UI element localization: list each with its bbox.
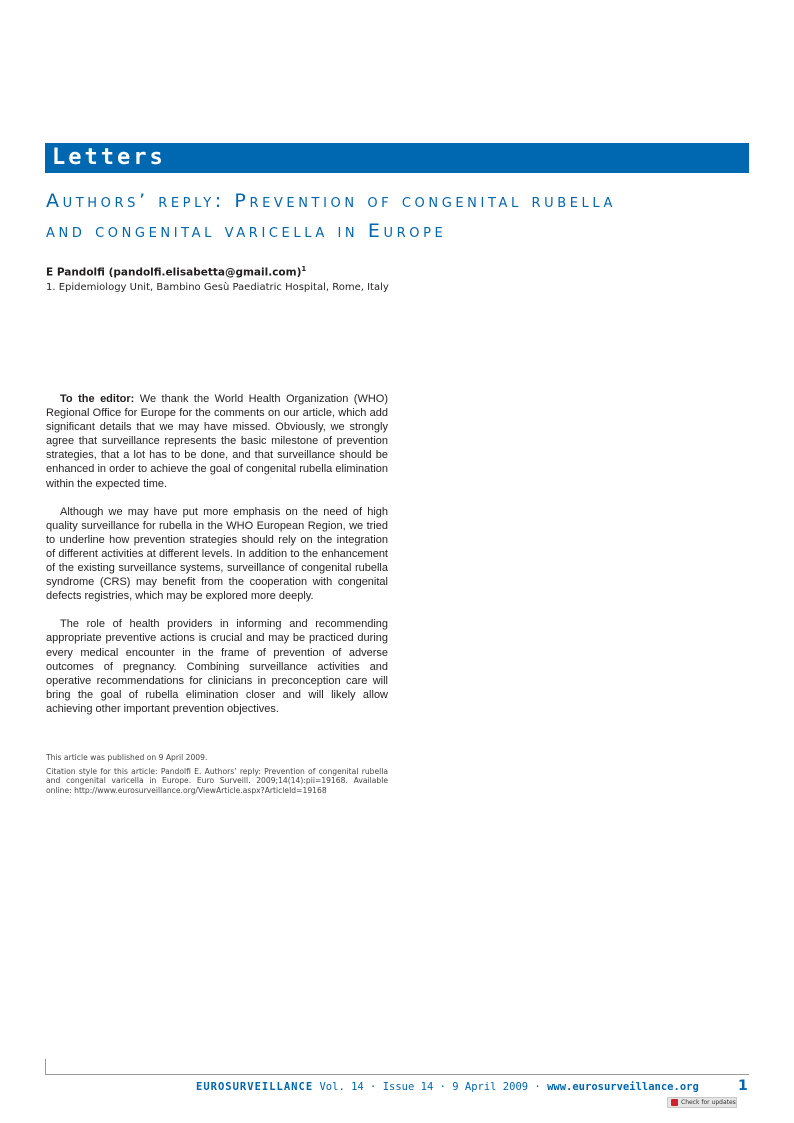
footer-website-link[interactable]: www.eurosurveillance.org — [547, 1081, 699, 1093]
article-title — [46, 186, 746, 246]
citation-note: Citation style for this article: Pandolfi E. Authors’ reply: Prevention of congenital rubella and congenital varicella in Europe. Euro Surveill. 2009;14(14):pii=19168. Available online: http://www.eurosurveillance.org/ViewArticle.aspx?ArticleId=19168 — [46, 766, 388, 795]
article-title-line-1: Authors’ reply: Prevention of congenital rubella — [46, 190, 617, 212]
check-for-updates-label: Check for updates — [681, 1099, 736, 1106]
author-affiliation-marker: 1 — [301, 265, 307, 273]
paragraph-1 — [46, 392, 388, 491]
crossmark-icon — [671, 1099, 678, 1106]
section-label: Letters — [52, 145, 166, 170]
author-affiliation: 1. Epidemiology Unit, Bambino Gesù Paediatric Hospital, Rome, Italy — [46, 282, 389, 293]
section-header-bar — [45, 143, 749, 173]
author-line — [46, 265, 306, 279]
article-body — [46, 392, 388, 730]
article-notes — [46, 753, 388, 799]
footer-divider — [45, 1074, 749, 1075]
article-title-line-2: and congenital varicella in Europe — [46, 220, 447, 242]
footer-tick — [45, 1059, 46, 1075]
footer-journal-name: EUROSURVEILLANCE — [196, 1081, 314, 1093]
page-number: 1 — [738, 1078, 748, 1094]
paragraph-lead: To the editor: — [60, 393, 135, 405]
paragraph-1-text: We thank the World Health Organization (WHO) Regional Office for Europe for the comments on our article, which add significant details that we may have missed. Obviously, we strongly agree that surveillance represents the basic milestone of prevention strategies, that a lot has to be done, and that surveillance should be enhanced in order to achieve the goal of congenital rubella elimination within the expected time. — [46, 393, 388, 490]
check-for-updates-button[interactable] — [667, 1097, 737, 1108]
footer-issue-info: Vol. 14 · Issue 14 · 9 April 2009 · — [313, 1081, 548, 1093]
author-name: E Pandolfi (pandolfi.elisabetta@gmail.com) — [46, 266, 302, 279]
paragraph-2: Although we may have put more emphasis on the need of high quality surveillance for rubella in the WHO European Region, we tried to underline how prevention strategies should rely on the integration of different activities at different levels. In addition to the enhancement of the existing surveillance systems, surveillance of congenital rubella syndrome (CRS) may benefit from the cooperation with congenital defects registries, which may be explored more deeply. — [46, 505, 388, 603]
paragraph-3: The role of health providers in informing and recommending appropriate preventive actions is crucial and may be practiced during every medical encounter in the frame of prevention of adverse outcomes of pregnancy. Combining surveillance activities and operative recommendations for clinicians in preconception care will bring the goal of rubella elimination closer and will likely allow achieving other important prevention objectives. — [46, 618, 388, 715]
publication-note: This article was published on 9 April 2009. — [46, 753, 208, 762]
page-footer — [196, 1081, 699, 1093]
